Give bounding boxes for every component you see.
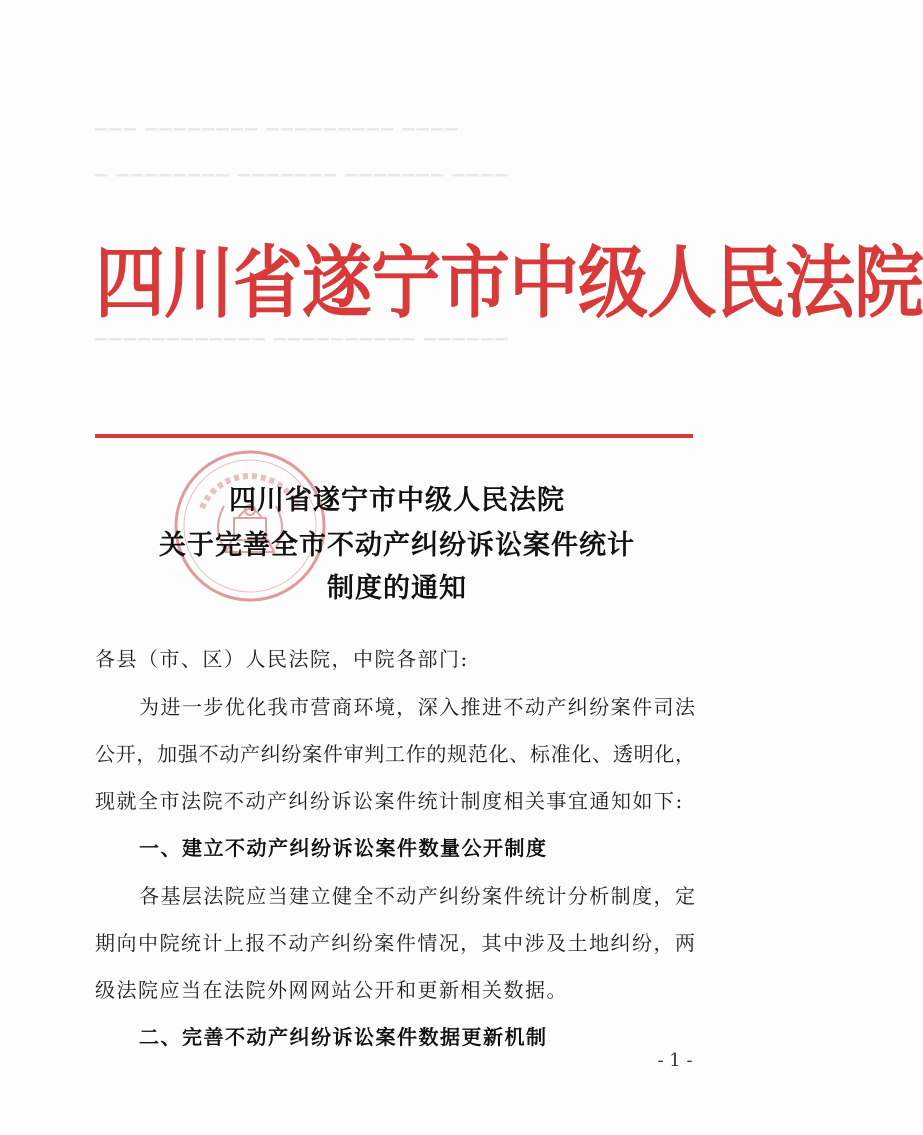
notice-title-line-3: 制度的通知 (327, 573, 467, 604)
red-divider (95, 434, 693, 438)
bleed-through-line: ▔ ▔▔▔▔▔▔▔▔ ▔▔▔▔▔▔▔ ▔▔▔▔▔▔▔ ▔▔▔▔ (95, 174, 510, 193)
intro-paragraph-line: 公开，加强不动产纠纷案件审判工作的规范化、标准化、透明化， (95, 742, 695, 766)
intro-paragraph-line: 现就全市法院不动产纠纷诉讼案件统计制度相关事宜通知如下: (95, 789, 684, 813)
court-header-title: 四川省遂宁市中级人民法院 (95, 235, 923, 329)
section-1-heading: 一、建立不动产纠纷诉讼案件数量公开制度 (139, 836, 548, 860)
notice-title-line-1: 四川省遂宁市中级人民法院 (229, 485, 565, 516)
section-2-heading: 二、完善不动产纠纷诉讼案件数据更新机制 (139, 1025, 548, 1049)
recipients-line: 各县（市、区）人民法院，中院各部门: (95, 647, 469, 671)
intro-paragraph-line: 为进一步优化我市营商环境，深入推进不动产纠纷案件司法 (139, 695, 695, 719)
notice-title-line-2: 关于完善全市不动产纠纷诉讼案件统计 (159, 530, 635, 561)
section-1-paragraph-line: 期向中院统计上报不动产纠纷案件情况，其中涉及土地纠纷，两 (95, 931, 695, 955)
page-number: - 1 - (657, 1050, 693, 1071)
bleed-through-line: ▔▔▔ ▔▔▔▔▔▔▔▔ ▔▔▔▔▔▔▔▔▔ ▔▔▔▔ (95, 128, 460, 147)
bleed-through-line: ▔▔▔▔▔▔▔▔▔▔▔▔ ▔▔▔▔▔▔▔▔▔▔ ▔▔▔▔▔▔ (95, 338, 510, 357)
section-1-paragraph-line: 各基层法院应当建立健全不动产纠纷案件统计分析制度，定 (139, 884, 695, 908)
section-1-paragraph-line: 级法院应当在法院外网网站公开和更新相关数据。 (95, 978, 568, 1002)
